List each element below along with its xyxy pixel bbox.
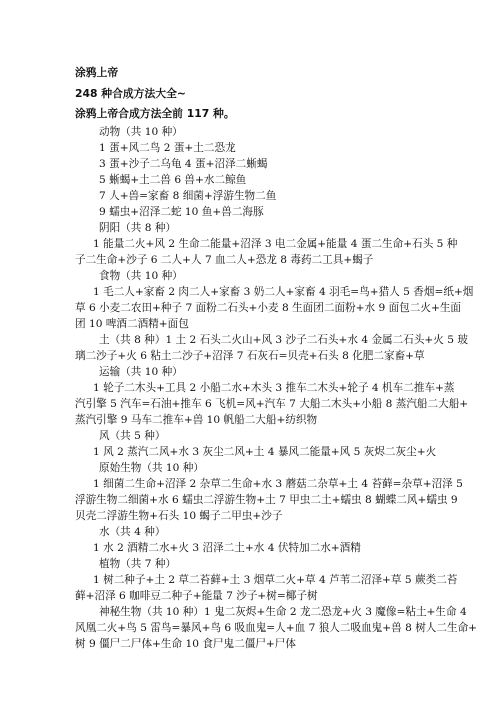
text-line: 风凰二火+鸟 5 雷鸟=暴风+鸟 6 吸血鬼=人+血 7 狼人二吸血鬼+兽 8 树人二生命+ bbox=[75, 622, 478, 634]
text-line: 树 9 僵尸二尸体+生命 10 食尸鬼二僵尸+尸体 bbox=[75, 638, 296, 650]
text-line: 7 人+兽=家畜 8 细菌+浮游生物二鱼 bbox=[99, 190, 277, 202]
text-line: 1 树二种子+土 2 草二苔藓+土 3 烟草二火+草 4 芦苇二沼泽+草 5 蕨类二苔 bbox=[93, 574, 458, 586]
text-line: 1 毛二人+家畜 2 肉二人+家畜 3 奶二人+家畜 4 羽毛=鸟+猎人 5 香烟=纸+烟 bbox=[93, 286, 474, 298]
section-heading-yinyang: 阴阳（共 8 种） bbox=[99, 222, 177, 234]
section-heading-earth: 土（共 8 种）1 土 2 石头二火山+风 3 沙子二石头+水 4 金属二石头+火 5 玻 bbox=[99, 334, 468, 346]
text-line: 5 蜥蝎+土二兽 6 兽+水二鲸鱼 bbox=[99, 174, 247, 186]
text-line: 1 轮子二木头+工具 2 小船二水+木头 3 推车二木头+轮子 4 机车二推车+蒸 bbox=[93, 382, 455, 394]
section-heading-plants: 植物（共 7 种） bbox=[99, 558, 177, 570]
text-line: 贝壳二浮游生物+石头 10 蝎子二甲虫+沙子 bbox=[75, 510, 283, 522]
text-line: 璃二沙子+火 6 粘土二沙子+沼泽 7 石灰石=贝壳+石头 8 化肥二家畜+草 bbox=[75, 350, 425, 362]
text-line: 3 蛋+沙子二乌龟 4 蛋+沼泽二蜥蝎 bbox=[99, 158, 268, 170]
text-line: 团 10 啤酒二酒精+面包 bbox=[75, 318, 189, 330]
text-line: 藓+沼泽 6 咖啡豆二种子+能量 7 沙子+树=椰子树 bbox=[75, 590, 318, 602]
section-heading-mythical: 神秘生物（共 10 种）1 鬼二灰烬+生命 2 龙二恐龙+火 3 魔像=粘土+生命 4 bbox=[99, 606, 467, 618]
text-line: 浮游生物二细菌+水 6 蠕虫二浮游生物+土 7 甲虫二土+蠕虫 8 蝴蝶二风+蠕虫 9 bbox=[75, 494, 458, 506]
section-heading-water: 水（共 4 种） bbox=[99, 526, 166, 538]
text-line: 子二生命+沙子 6 二人+人 7 血二人+恐龙 8 毒药二工具+蝎子 bbox=[75, 254, 374, 266]
section-heading-food: 食物（共 10 种） bbox=[99, 270, 183, 282]
text-line: 草 6 小麦二农田+种子 7 面粉二石头+小麦 8 生面团二面粉+水 9 面包二火+生面 bbox=[75, 302, 462, 314]
document-heading: 248 种合成方法大全~ bbox=[75, 87, 186, 100]
text-line: 1 蛋+风二鸟 2 蛋+土二恐龙 bbox=[99, 142, 236, 154]
text-line: 汽引擎 5 汽车=石油+推车 6 飞机=风+汽车 7 大船二木头+小船 8 蒸汽船二大船+ bbox=[75, 398, 469, 410]
section-heading-transport: 运输（共 10 种） bbox=[99, 366, 183, 378]
document-subheading: 涂鸦上帝合成方法全前 117 种。 bbox=[75, 107, 235, 120]
text-line: 1 风 2 蒸汽二风+水 3 灰尘二风+土 4 暴风二能量+风 5 灰烬二灰尘+火 bbox=[93, 446, 437, 458]
text-line: 1 水 2 酒精二水+火 3 沼泽二土+水 4 伏特加二水+酒精 bbox=[93, 542, 361, 554]
section-heading-animals: 动物（共 10 种） bbox=[99, 126, 183, 138]
text-line: 9 蠕虫+沼泽二蛇 10 鱼+兽二海豚 bbox=[99, 206, 264, 218]
section-heading-primitive-life: 原始生物（共 10 种） bbox=[99, 462, 204, 474]
text-line: 1 能量二火+风 2 生命二能量+沼泽 3 电二金属+能量 4 蛋二生命+石头 5 种 bbox=[93, 238, 458, 250]
text-line: 蒸汽引擎 9 马车二推车+兽 10 帆船二大船+纺织物 bbox=[75, 414, 318, 426]
text-line: 1 细菌二生命+沼泽 2 杂草二生命+水 3 蘑菇二杂草+土 4 苔藓=杂草+沼泽 5 bbox=[93, 478, 463, 490]
section-heading-wind: 风（共 5 种） bbox=[99, 430, 166, 442]
document-title: 涂鸦上帝 bbox=[75, 66, 119, 79]
